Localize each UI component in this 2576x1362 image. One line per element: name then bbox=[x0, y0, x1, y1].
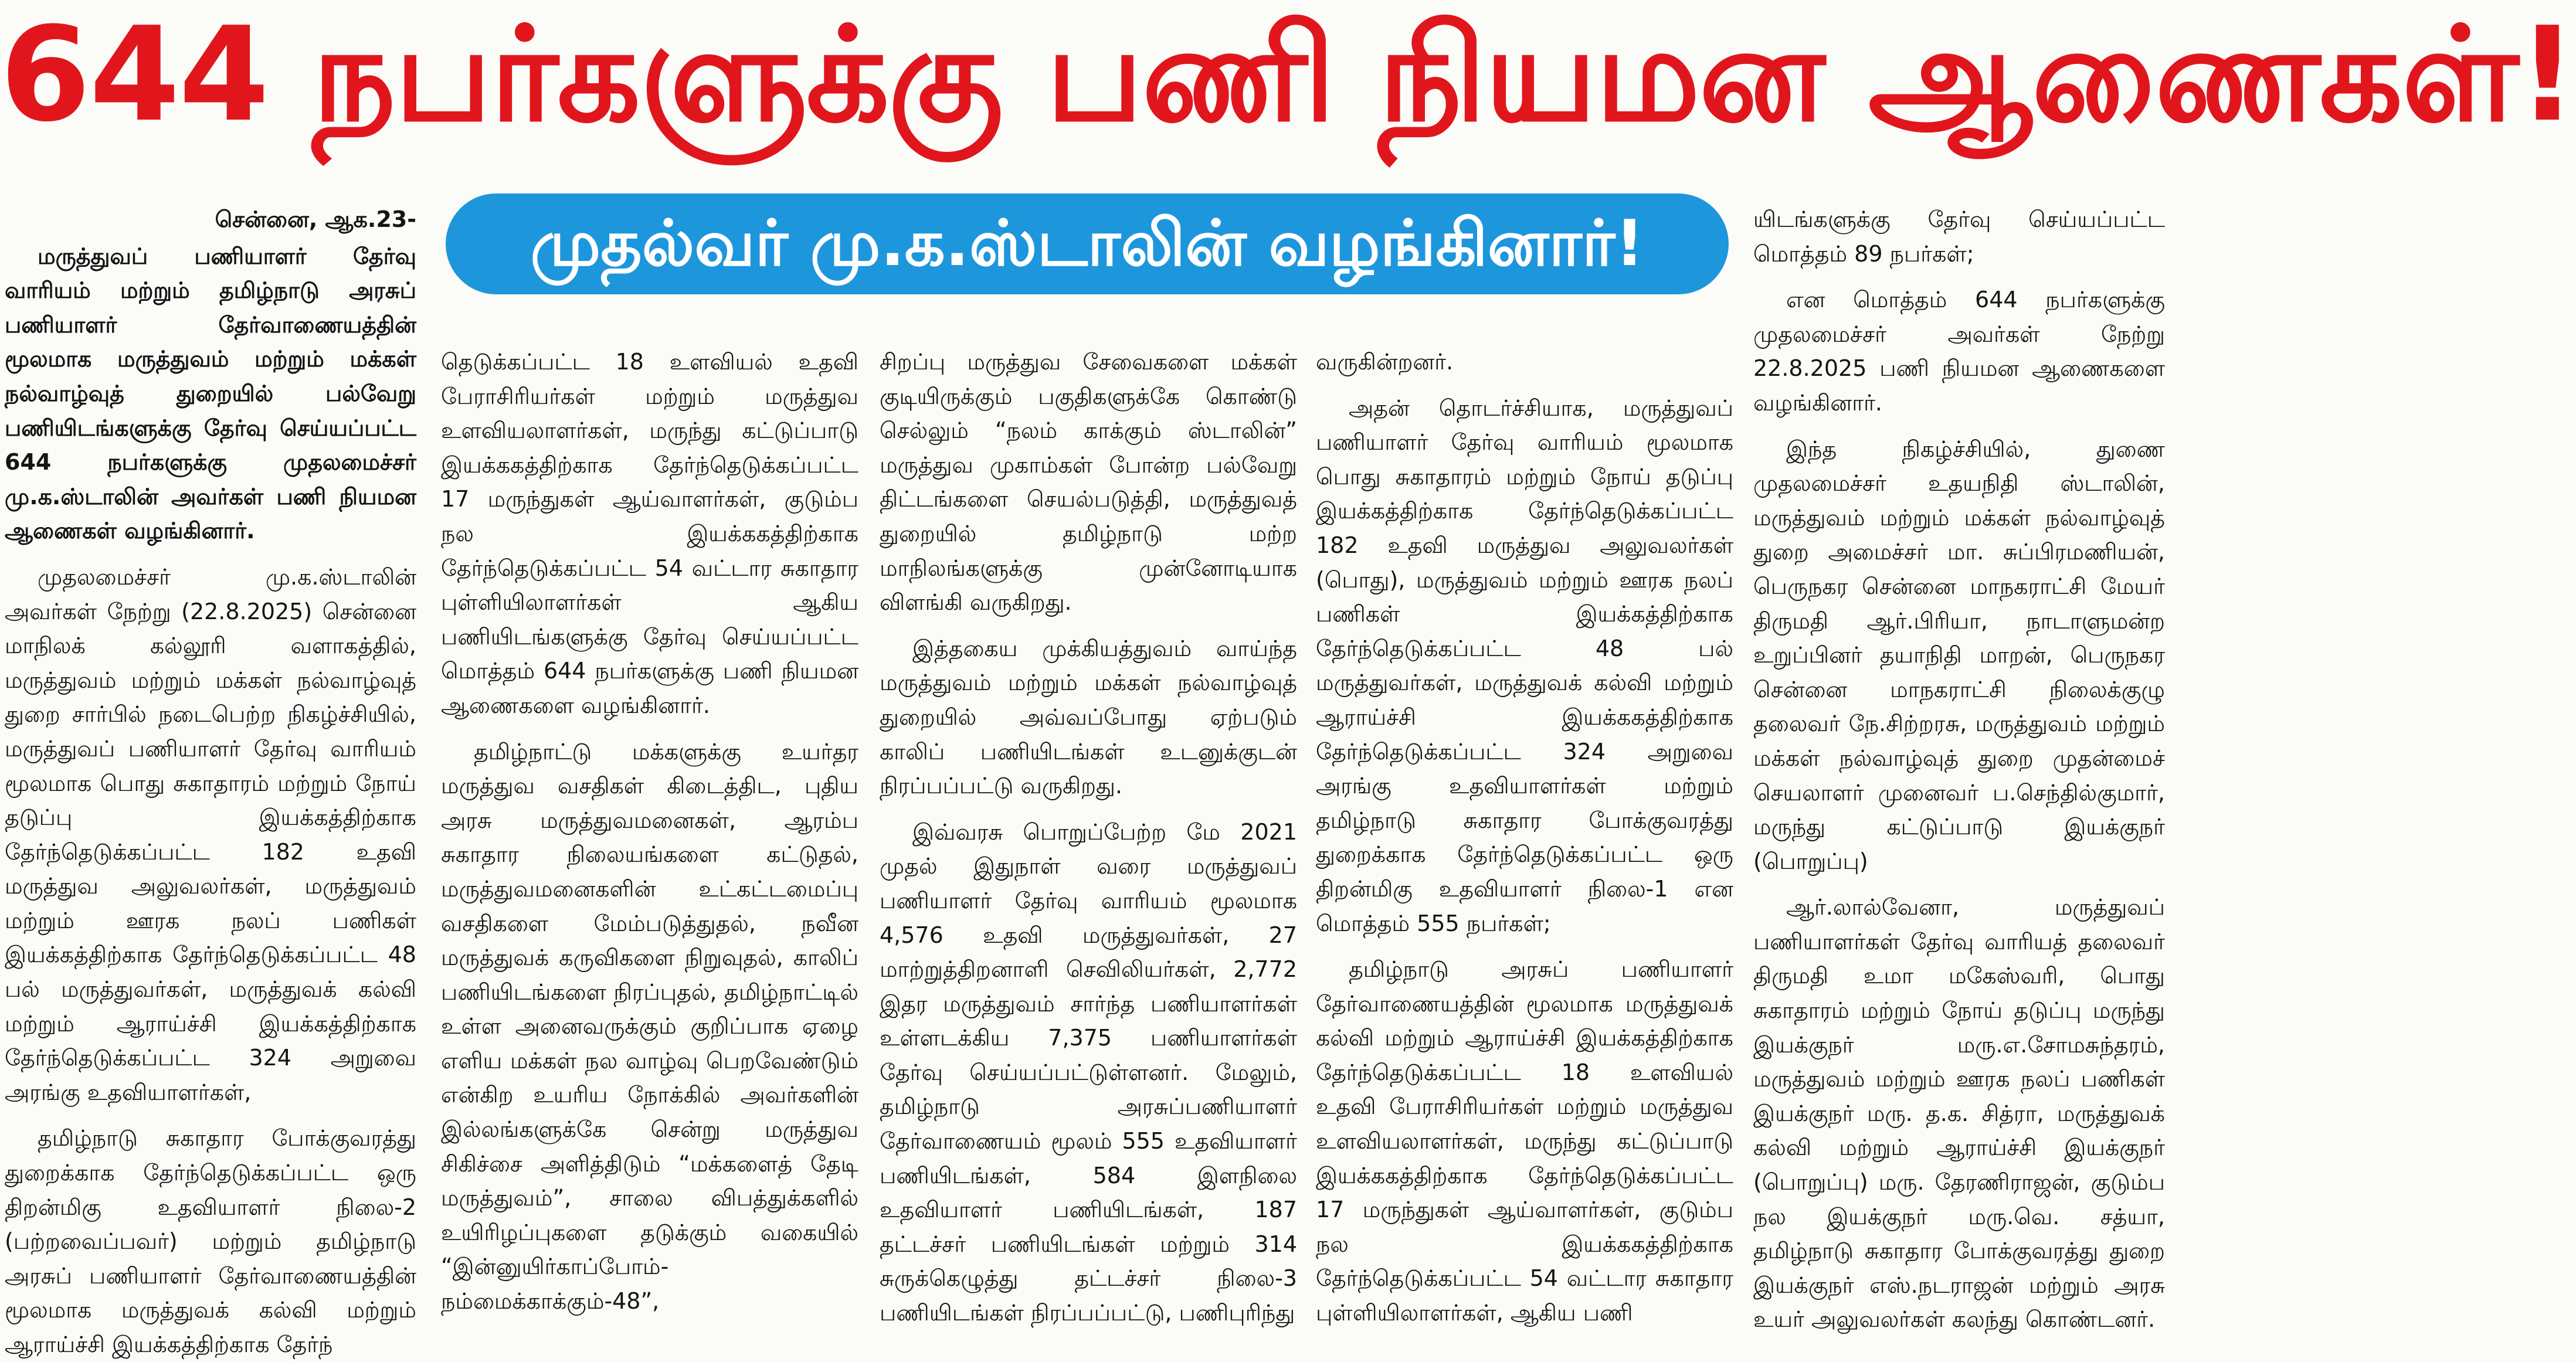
paragraph: ஆர்.லால்வேனா, மருத்துவப் பணியாளர்கள் தேர்வு வாரியத் தலைவர் திருமதி உமா மகேஸ்வரி, பொது சுகாதாரம் மற்றும் நோய் தடுப்பு மருந்து இயக்குநர் மரு.எ.சோமசுந்தரம், மருத்துவம் மற்றும் ஊரக நலப் பணிகள் இயக்குநர் மரு. த.க. சித்ரா, மருத்துவக் கல்வி மற்றும் ஆராய்ச்சி இயக்குநர் (பொறுப்பு) மரு. தேரணிராஜன், குடும்ப நல இயக்குநர் மரு.வெ. சத்யா, தமிழ்நாடு சுகாதார போக்குவரத்து துறை இயக்குநர் எஸ்.நடராஜன் மற்றும் அரசு உயர் அலுவலர்கள் கலந்து கொண்டனர். bbox=[1753, 894, 2165, 1333]
paragraph: இந்த நிகழ்ச்சியில், துணை முதலமைச்சர் உதயநிதி ஸ்டாலின், மருத்துவம் மற்றும் மக்கள் நல்வாழ்வுத் துறை அமைச்சர் மா. சுப்பிரமணியன், பெருநகர சென்னை மாநகராட்சி மேயர் திருமதி ஆர்.பிரியா, நாடாளுமன்ற உறுப்பினர் தயாநிதி மாறன், பெருநகர சென்னை மாநகராட்சி நிலைக்குழு தலைவர் நே.சிற்றரசு, மருத்துவம் மற்றும் மக்கள் நல்வாழ்வுத் துறை முதன்மைச் செயலாளர் முனைவர் ப.செந்தில்குமார், மருந்து கட்டுப்பாடு இயக்குநர் (பொறுப்பு) bbox=[1753, 436, 2165, 874]
paragraph: முதலமைச்சர் மு.க.ஸ்டாலின் அவர்கள் நேற்று (22.8.2025) சென்னை மாநிலக் கல்லூரி வளாகத்தில், மருத்துவம் மற்றும் மக்கள் நல்வாழ்வுத் துறை சார்பில் நடைபெற்ற நிகழ்ச்சியில், மருத்துவப் பணியாளர் தேர்வு வாரியம் மூலமாக பொது சுகாதாரம் மற்றும் நோய் தடுப்பு இயக்கத்திற்காக தேர்ந்தெடுக்கப்பட்ட 182 உதவி மருத்துவ அலுவலர்கள், மருத்துவம் மற்றும் ஊரக நலப் பணிகள் இயக்கத்திற்காக தேர்ந்தெடுக்கப்பட்ட 48 பல் மருத்துவர்கள், மருத்துவக் கல்வி மற்றும் ஆராய்ச்சி இயக்கத்திற்காக தேர்ந்தெடுக்கப்பட்ட 324 அறுவை அரங்கு உதவியாளர்கள், bbox=[5, 563, 416, 1105]
article-column-4 bbox=[1316, 345, 1733, 1347]
subheadline-banner bbox=[446, 193, 1729, 294]
paragraph: தமிழ்நாட்டு மக்களுக்கு உயர்தர மருத்துவ வசதிகள் கிடைத்திட, புதிய அரசு மருத்துவமனைகள், ஆரம்ப சுகாதார நிலையங்களை கட்டுதல், மருத்துவமனைகளின் உட்கட்டமைப்பு வசதிகளை மேம்படுத்துதல், நவீன மருத்துவக் கருவிகளை நிறுவுதல், காலிப் பணியிடங்களை நிரப்புதல், தமிழ்நாட்டில் உள்ள அனைவருக்கும் குறிப்பாக ஏழை எளிய மக்கள் நல வாழ்வு பெறவேண்டும் என்கிற உயரிய நோக்கில் அவர்களின் இல்லங்களுக்கே சென்று மருத்துவ சிகிச்சை அளித்திடும் “மக்களைத் தேடி மருத்துவம்”, சாலை விபத்துக்களில் உயிரிழப்புகளை தடுக்கும் வகையில் “இன்னுயிர்காப்போம்-நம்மைக்காக்கும்-48”, bbox=[441, 738, 858, 1315]
paragraph: என மொத்தம் 644 நபர்களுக்கு முதலமைச்சர் அவர்கள் நேற்று 22.8.2025 பணி நியமன ஆணைகளை வழங்கினார். bbox=[1753, 287, 2165, 416]
article-column-1 bbox=[5, 202, 416, 1357]
article-column-5 bbox=[1753, 202, 2165, 1347]
paragraph: அதன் தொடர்ச்சியாக, மருத்துவப் பணியாளர் தேர்வு வாரியம் மூலமாக பொது சுகாதாரம் மற்றும் நோய் தடுப்பு இயக்கத்திற்காக தேர்ந்தெடுக்கப்பட்ட 182 உதவி மருத்துவ அலுவலர்கள் (பொது), மருத்துவம் மற்றும் ஊரக நலப் பணிகள் இயக்கத்திற்காக தேர்ந்தெடுக்கப்பட்ட 48 பல் மருத்துவர்கள், மருத்துவக் கல்வி மற்றும் ஆராய்ச்சி இயக்ககத்திற்காக தேர்ந்தெடுக்கப்பட்ட 324 அறுவை அரங்கு உதவியாளர்கள் மற்றும் தமிழ்நாடு சுகாதார போக்குவரத்து துறைக்காக தேர்ந்தெடுக்கப்பட்ட ஒரு திறன்மிகு உதவியாளர் நிலை-1 என மொத்தம் 555 நபர்கள்; bbox=[1316, 395, 1733, 936]
article-column-2 bbox=[441, 345, 858, 1347]
headline: 644 நபர்களுக்கு பணி நியமன ஆணைகள்! bbox=[0, 0, 2576, 151]
paragraph: வருகின்றனர். bbox=[1316, 349, 1454, 375]
paragraph: இவ்வரசு பொறுப்பேற்ற மே 2021 முதல் இதுநாள் வரை மருத்துவப் பணியாளர் தேர்வு வாரியம் மூலமாக 4,576 உதவி மருத்துவர்கள், 27 மாற்றுத்திறனாளி செவிலியர்கள், 2,772 இதர மருத்துவம் சார்ந்த பணியாளர்கள் உள்ளடக்கிய 7,375 பணியாளர்கள் தேர்வு செய்யப்பட்டுள்ளனர். மேலும், தமிழ்நாடு அரசுப்பணியாளர் தேர்வாணையம் மூலம் 555 உதவியாளர் பணியிடங்கள், 584 இளநிலை உதவியாளர் பணியிடங்கள், 187 தட்டச்சர் பணியிடங்கள் மற்றும் 314 சுருக்கெழுத்து தட்டச்சர் நிலை-3 பணியிடங்கள் நிரப்பப்பட்டு, பணிபுரிந்து bbox=[880, 818, 1297, 1326]
paragraph: சிறப்பு மருத்துவ சேவைகளை மக்கள் குடியிருக்கும் பகுதிகளுக்கே கொண்டு செல்லும் “நலம் காக்கும் ஸ்டாலின்” மருத்துவ முகாம்கள் போன்ற பல்வேறு திட்டங்களை செயல்படுத்தி, மருத்துவத் துறையில் தமிழ்நாடு மற்ற மாநிலங்களுக்கு முன்னோடியாக விளங்கி வருகிறது. bbox=[880, 349, 1297, 616]
paragraph: யிடங்களுக்கு தேர்வு செய்யப்பட்ட மொத்தம் 89 நபர்கள்; bbox=[1753, 206, 2165, 267]
paragraph: தெடுக்கப்பட்ட 18 உளவியல் உதவி பேராசிரியர்கள் மற்றும் மருத்துவ உளவியலாளர்கள், மருந்து கட்டுப்பாடு இயக்ககத்திற்காக தேர்ந்தெடுக்கப்பட்ட 17 மருந்துகள் ஆய்வாளர்கள், குடும்ப நல இயக்ககத்திற்காக தேர்ந்தெடுக்கப்பட்ட 54 வட்டார சுகாதார புள்ளியிலாளர்கள் ஆகிய பணியிடங்களுக்கு தேர்வு செய்யப்பட்ட மொத்தம் 644 நபர்களுக்கு பணி நியமன ஆணைகளை வழங்கினார். bbox=[441, 349, 858, 718]
article-column-3 bbox=[880, 345, 1297, 1347]
dateline: சென்னை, ஆக.23- bbox=[215, 206, 416, 232]
lead-paragraph: மருத்துவப் பணியாளர் தேர்வு வாரியம் மற்றும் தமிழ்நாடு அரசுப் பணியாளர் தேர்வாணையத்தின் மூலமாக மருத்துவம் மற்றும் மக்கள் நல்வாழ்வுத் துறையில் பல்வேறு பணியிடங்களுக்கு தேர்வு செய்யப்பட்ட 644 நபர்களுக்கு முதலமைச்சர் மு.க.ஸ்டாலின் அவர்கள் பணி நியமன ஆணைகள் வழங்கினார். bbox=[5, 243, 416, 544]
paragraph: தமிழ்நாடு சுகாதார போக்குவரத்து துறைக்காக தேர்ந்தெடுக்கப்பட்ட ஒரு திறன்மிகு உதவியாளர் நிலை-2 (பற்றவைப்பவர்) மற்றும் தமிழ்நாடு அரசுப் பணியாளர் தேர்வாணையத்தின் மூலமாக மருத்துவக் கல்வி மற்றும் ஆராய்ச்சி இயக்கத்திற்காக தேர்ந் bbox=[5, 1125, 416, 1357]
subheadline: முதல்வர் மு.க.ஸ்டாலின் வழங்கினார்! bbox=[530, 207, 1644, 280]
paragraph: தமிழ்நாடு அரசுப் பணியாளர் தேர்வாணையத்தின் மூலமாக மருத்துவக் கல்வி மற்றும் ஆராய்ச்சி இயக்கத்திற்காக தேர்ந்தெடுக்கப்பட்ட 18 உளவியல் உதவி பேராசிரியர்கள் மற்றும் மருத்துவ உளவியலாளர்கள், மருந்து கட்டுப்பாடு இயக்ககத்திற்காக தேர்ந்தெடுக்கப்பட்ட 17 மருந்துகள் ஆய்வாளர்கள், குடும்ப நல இயக்ககத்திற்காக தேர்ந்தெடுக்கப்பட்ட 54 வட்டார சுகாதார புள்ளியிலாளர்கள், ஆகிய பணி bbox=[1316, 956, 1733, 1326]
paragraph: இத்தகைய முக்கியத்துவம் வாய்ந்த மருத்துவம் மற்றும் மக்கள் நல்வாழ்வுத் துறையில் அவ்வப்போது ஏற்படும் காலிப் பணியிடங்கள் உடனுக்குடன் நிரப்பப்பட்டு வருகிறது. bbox=[880, 635, 1297, 799]
